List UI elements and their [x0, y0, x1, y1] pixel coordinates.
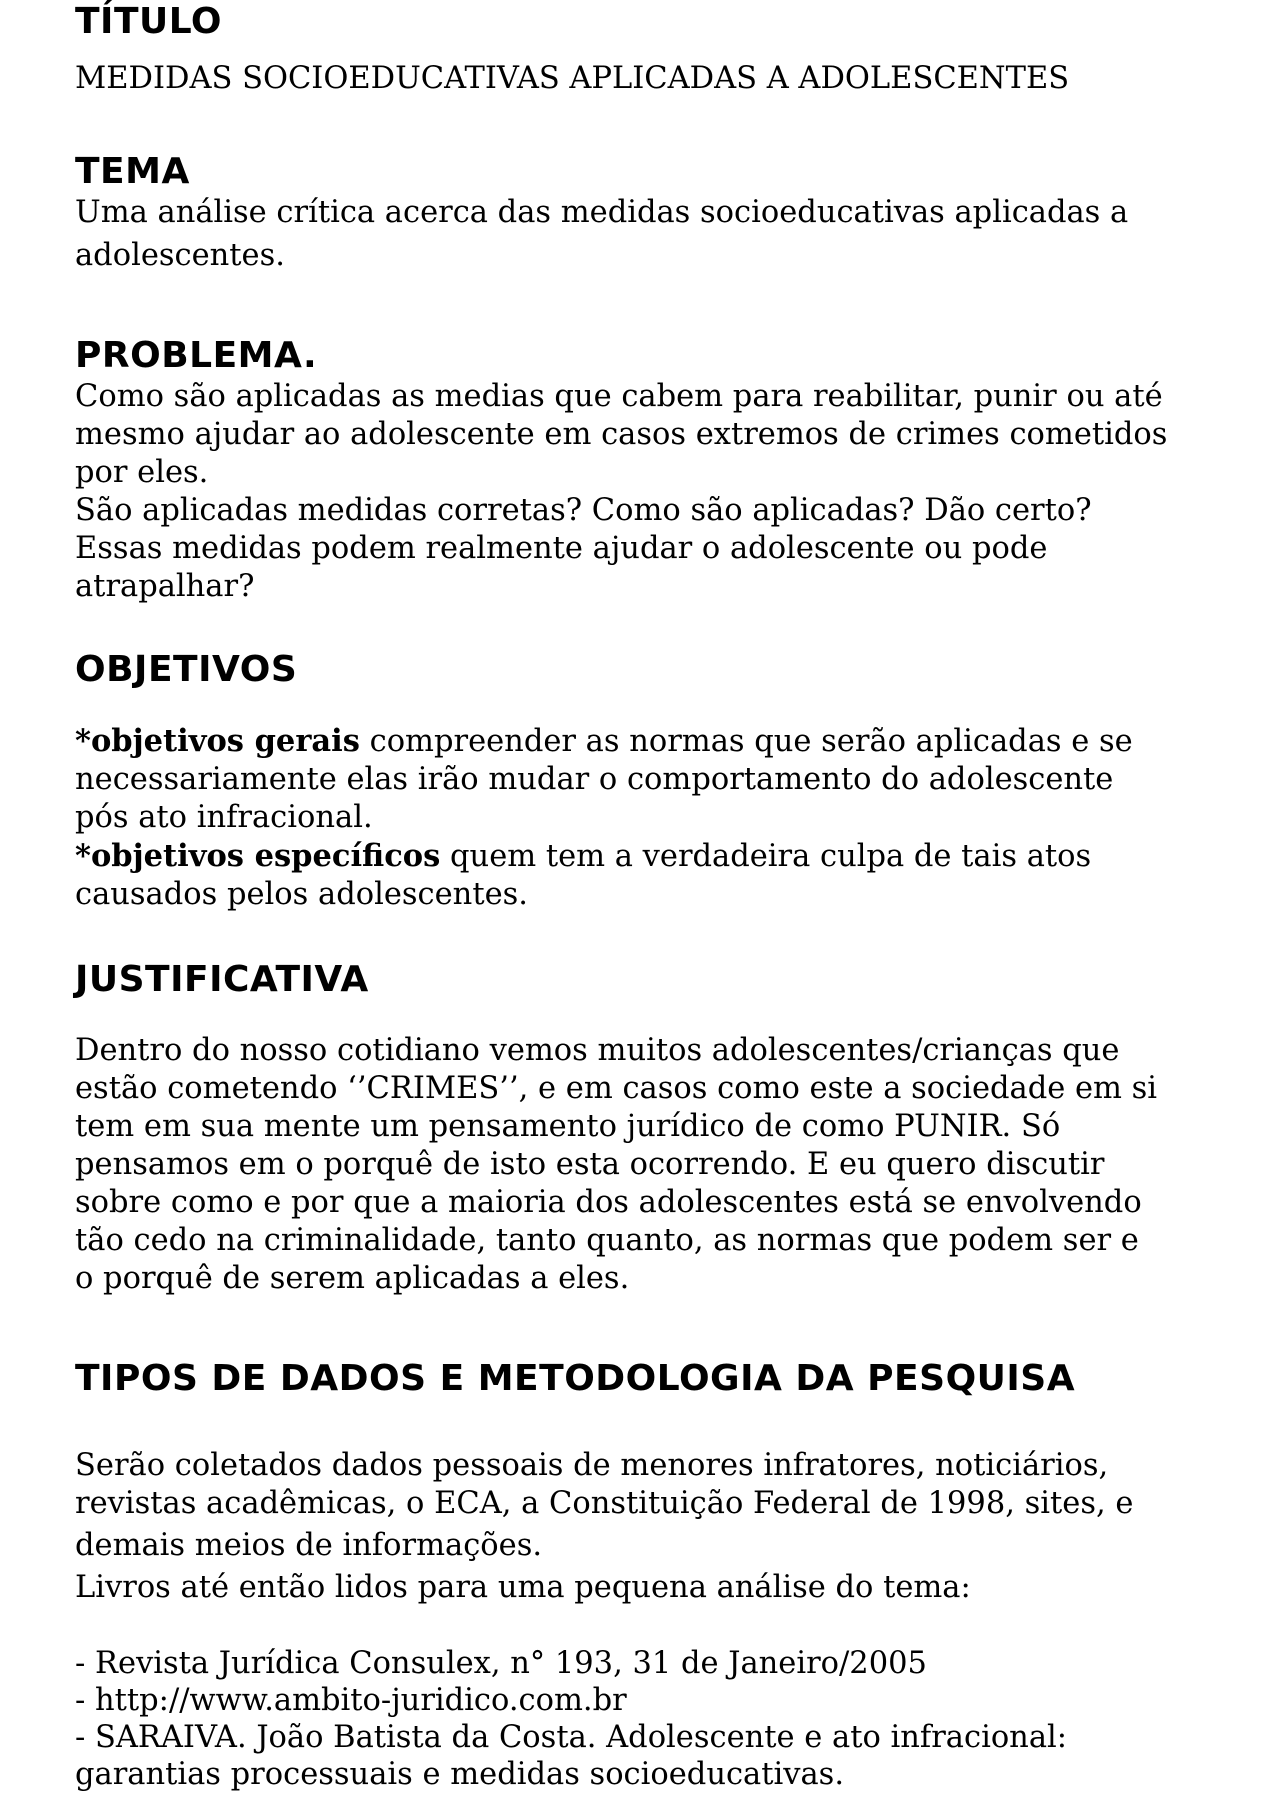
problema-line-6: atrapalhar?: [75, 569, 255, 604]
justificativa-line: pensamos em o porquê de isto esta ocorrendo. E eu quero discutir: [75, 1147, 1105, 1182]
heading-problema: PROBLEMA.: [75, 335, 318, 376]
reference-item: garantias processuais e medidas socioeducativas.: [75, 1757, 845, 1792]
section-tema: [75, 150, 1245, 280]
justificativa-line: o porquê de serem aplicadas a eles.: [75, 1261, 630, 1296]
objetivos-especificos-text: quem tem a verdadeira culpa de tais atos: [440, 839, 1092, 874]
justificativa-line: tem em sua mente um pensamento jurídico de como PUNIR. Só: [75, 1109, 1061, 1144]
objetivos-especificos-label: *objetivos específicos: [75, 838, 441, 874]
objetivos-especificos-line-1: [75, 837, 1245, 876]
problema-line-4: São aplicadas medidas corretas? Como são aplicadas? Dão certo?: [75, 493, 1092, 528]
problema-line-2: mesmo ajudar ao adolescente em casos extremos de crimes cometidos: [75, 417, 1168, 452]
problema-line-5: Essas medidas podem realmente ajudar o adolescente ou pode: [75, 531, 1048, 566]
tema-line-1: Uma análise crítica acerca das medidas socioeducativas aplicadas a: [75, 195, 1129, 230]
justificativa-line: sobre como e por que a maioria dos adolescentes está se envolvendo: [75, 1185, 1142, 1220]
metodologia-line-4: Livros até então lidos para uma pequena análise do tema:: [75, 1570, 971, 1605]
titulo-text: MEDIDAS SOCIOEDUCATIVAS APLICADAS A ADOLESCENTES: [75, 61, 1070, 96]
problema-line-1: Como são aplicadas as medias que cabem para reabilitar, punir ou até: [75, 379, 1163, 414]
reference-item: - Revista Jurídica Consulex, n° 193, 31 de Janeiro/2005: [75, 1646, 927, 1681]
objetivos-gerais-line-2: necessariamente elas irão mudar o comportamento do adolescente: [75, 762, 1114, 797]
objetivos-gerais-line-3: pós ato infracional.: [75, 800, 373, 835]
section-problema: [75, 334, 1245, 606]
section-objetivos: [75, 648, 1245, 914]
references-list: [75, 1645, 1245, 1793]
heading-justificativa: JUSTIFICATIVA: [75, 959, 369, 1000]
tema-line-2: adolescentes.: [75, 238, 285, 273]
objetivos-gerais-text: compreender as normas que serão aplicadas e se: [359, 724, 1133, 759]
problema-line-3: por eles.: [75, 455, 209, 490]
section-justificativa: [75, 958, 1245, 1298]
objetivos-gerais-line-1: [75, 722, 1245, 761]
reference-link[interactable]: - http://www.ambito-juridico.com.br: [75, 1683, 627, 1718]
objetivos-especificos-line-2: causados pelos adolescentes.: [75, 877, 528, 912]
heading-metodologia: TIPOS DE DADOS E METODOLOGIA DA PESQUISA: [75, 1358, 1076, 1399]
metodologia-line-1: Serão coletados dados pessoais de menores infratores, noticiários,: [75, 1448, 1109, 1483]
justificativa-line: estão cometendo ‘’CRIMES’’, e em casos como este a sociedade em si: [75, 1071, 1158, 1106]
justificativa-line: Dentro do nosso cotidiano vemos muitos adolescentes/crianças que: [75, 1033, 1120, 1068]
justificativa-line: tão cedo na criminalidade, tanto quanto, as normas que podem ser e: [75, 1223, 1139, 1258]
heading-tema: TEMA: [75, 151, 190, 192]
reference-item: - SARAIVA. João Batista da Costa. Adolescente e ato infracional:: [75, 1720, 1068, 1755]
heading-objetivos: OBJETIVOS: [75, 649, 298, 690]
objetivos-gerais-label: *objetivos gerais: [75, 723, 360, 759]
metodologia-line-2: revistas acadêmicas, o ECA, a Constituição Federal de 1998, sites, e: [75, 1486, 1134, 1521]
section-metodologia: [75, 1357, 1245, 1793]
section-titulo: [75, 0, 1245, 98]
metodologia-line-3: demais meios de informações.: [75, 1528, 543, 1563]
heading-titulo: TÍTULO: [75, 1, 222, 42]
